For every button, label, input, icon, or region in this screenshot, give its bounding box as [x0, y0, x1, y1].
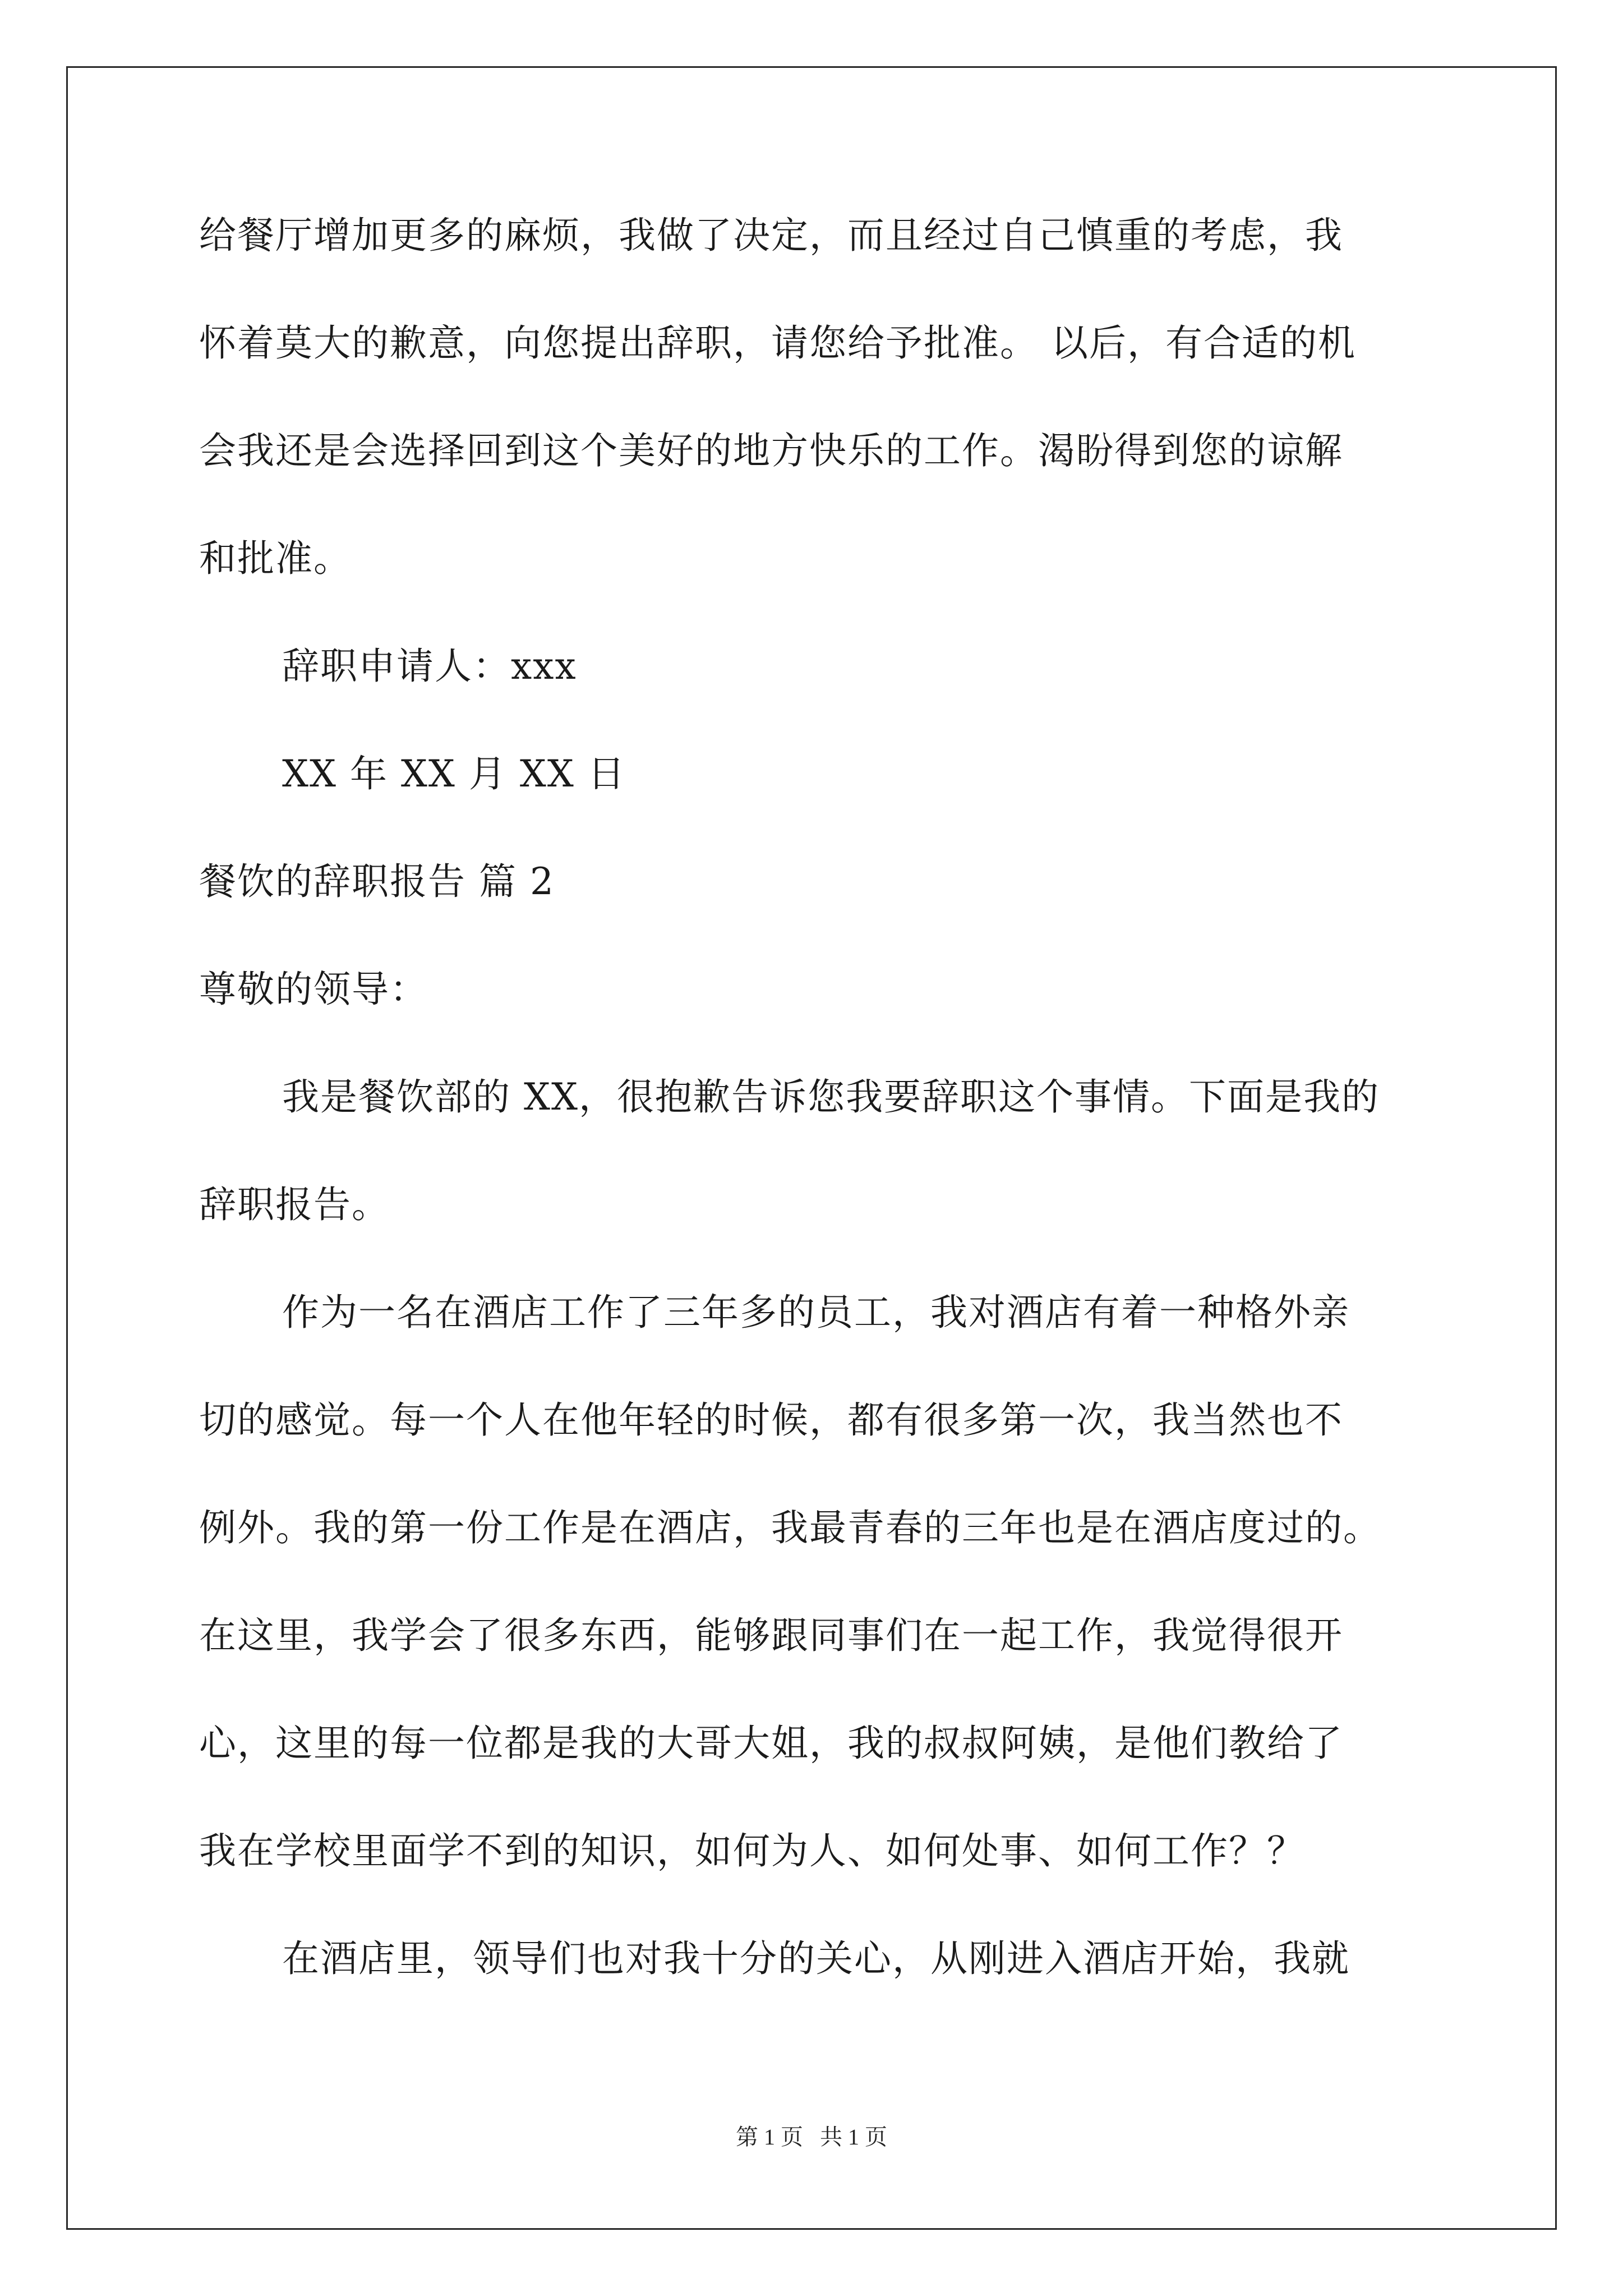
paragraph-line: 怀着莫大的歉意，向您提出辞职，请您给予批准。 以后，有合适的机 — [199, 321, 1356, 365]
paragraph-line: 在这里，我学会了很多东西，能够跟同事们在一起工作，我觉得很开 — [199, 1614, 1343, 1657]
signature-line: 辞职申请人：xxx — [282, 645, 577, 688]
paragraph-line: 例外。我的第一份工作是在酒店，我最青春的三年也是在酒店度过的。 — [199, 1506, 1381, 1549]
page-border — [66, 66, 1557, 2230]
section-heading: 餐饮的辞职报告 篇 2 — [199, 860, 555, 903]
paragraph-line: 在酒店里，领导们也对我十分的关心，从刚进入酒店开始，我就 — [282, 1937, 1350, 1980]
page-footer — [0, 2123, 1623, 2151]
paragraph-line: 给餐厅增加更多的麻烦，我做了决定，而且经过自己慎重的考虑，我 — [199, 214, 1343, 257]
page-number-total: 共 1 页 — [820, 2124, 887, 2150]
paragraph-line: 和批准。 — [199, 537, 352, 580]
paragraph-line: 辞职报告。 — [199, 1183, 390, 1226]
page-number-current: 第 1 页 — [736, 2124, 803, 2150]
paragraph-line: 我在学校里面学不到的知识，如何为人、如何处事、如何工作？？ — [199, 1829, 1305, 1872]
paragraph-line: 切的感觉。每一个人在他年轻的时候，都有很多第一次，我当然也不 — [199, 1398, 1343, 1442]
paragraph-line: 我是餐饮部的 XX，很抱歉告诉您我要辞职这个事情。下面是我的 — [282, 1075, 1380, 1119]
date-line: XX 年 XX 月 XX 日 — [282, 752, 626, 795]
paragraph-line: 心，这里的每一位都是我的大哥大姐，我的叔叔阿姨，是他们教给了 — [199, 1722, 1343, 1765]
paragraph-line: 会我还是会选择回到这个美好的地方快乐的工作。渴盼得到您的谅解 — [199, 429, 1343, 472]
salutation: 尊敬的领导： — [199, 968, 428, 1011]
paragraph-line: 作为一名在酒店工作了三年多的员工，我对酒店有着一种格外亲 — [282, 1291, 1350, 1334]
